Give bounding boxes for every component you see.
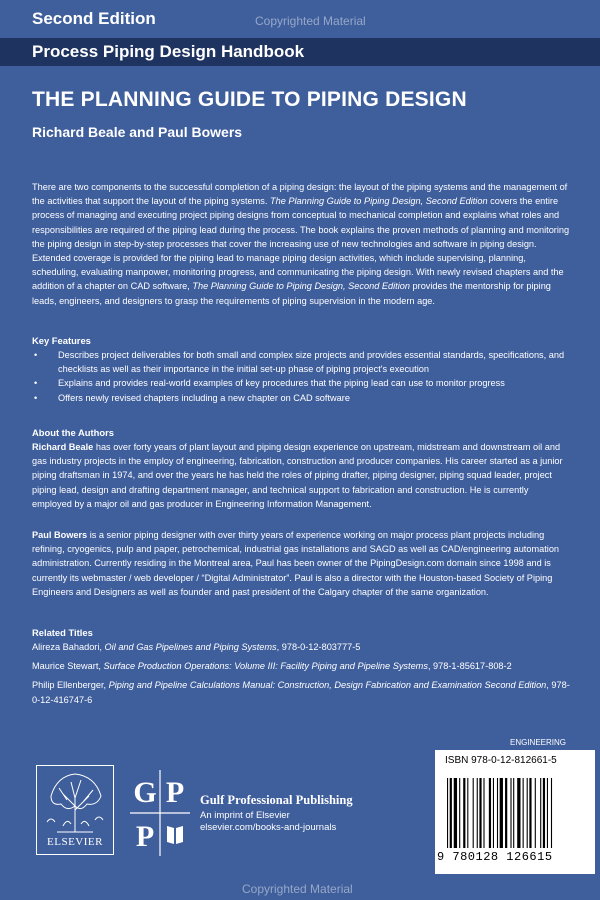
bullet-icon: • xyxy=(34,378,38,389)
gpp-letter-p2: P xyxy=(135,820,155,853)
series-title: Process Piping Design Handbook xyxy=(32,42,305,61)
about-authors xyxy=(32,426,570,599)
list-item xyxy=(32,376,570,390)
watermark-bottom: Copyrighted Material xyxy=(242,882,353,896)
gpp-letter-g: G xyxy=(133,776,157,809)
gpp-logo xyxy=(130,770,190,856)
feature-text: Describes project deliverables for both small and complex size projects and provides essential standards, specifications, and checklists as well as their importance in the initial set-up phase of piping project's execution xyxy=(58,350,565,375)
edition-label: Second Edition xyxy=(32,9,156,28)
key-features xyxy=(32,334,570,405)
related-title: Oil and Gas Pipelines and Piping Systems xyxy=(104,642,277,652)
author2-bio-text: is a senior piping designer with over thirty years of experience working on major process plant projects including refining, cryogenics, pulp and paper, petrochemical, industrial gas installations and SAGD as well as CAD/engineering automation administration. Currently residing in the Montreal area, Paul has been owner of the PipingDesign.com domain since 1998 and is currently its webmaster / web developer / “Digital Administrator”. Paul is also a director with the Houston-based Society of Piping Engineers and Designers as well as founder and past president of the Calgary chapter of the same organization. xyxy=(32,530,560,597)
related-isbn: , 978-0-12-803777-5 xyxy=(276,642,361,652)
tree-icon xyxy=(37,766,113,836)
related-title: Piping and Pipeline Calculations Manual: Construction, Design Fabrication and Examination Second Edition xyxy=(108,680,547,691)
related-author: Maurice Stewart, xyxy=(32,661,104,672)
publisher-url: elsevier.com/books-and-journals xyxy=(200,821,337,833)
author2-bio xyxy=(32,528,570,599)
feature-text: Explains and provides real-world examples of key procedures that the piping lead can use to monitor progress xyxy=(58,378,505,389)
intro-title-ref-1: The Planning Guide to Piping Design, Second Edition xyxy=(269,196,488,207)
author1-name: Richard Beale xyxy=(32,442,94,452)
barcode-bars-icon xyxy=(443,778,587,850)
list-item xyxy=(32,678,570,706)
intro-title-ref-2: The Planning Guide to Piping Design, Second Edition xyxy=(192,281,410,292)
related-author: Philip Ellenberger, xyxy=(32,680,109,691)
barcode-digits: 9 780128 126615 xyxy=(437,850,553,864)
publisher-info xyxy=(200,810,336,833)
elsevier-wordmark: ELSEVIER xyxy=(47,836,103,848)
author1-bio-text: has over forty years of plant layout and piping design experience on upstream, midstream and downstream oil and gas industry projects in the employ of engineering, fabrication, construction and producer companies. His career started as a junior piping draftsman in 1974, and over the years he has held the roles of piping drafter, piping designer, piping squad leader, project piping lead, design and drafting department manager, and technical support to fabrication and construction. He is currently employed by a major oil and gas producer in Engineering Information Management. xyxy=(32,442,563,509)
key-features-list xyxy=(32,348,570,405)
author1-bio xyxy=(32,440,570,511)
intro-text-2: covers the entire process of managing and executing project piping designs from conceptual to mechanical completion and explains what roles and responsibilities are required of the piping lead during the process. The book explains the proven methods of planning and monitoring the piping design in step-by-step processes that cover the increasing use of new technologies and software in piping design. Extended coverage is provided for the piping lead to manage piping design activities, which include supervising, planning, scheduling, evaluating manpower, monitoring progress, and communicating the piping design. With newly revised chapters and the addition of a chapter on CAD software, xyxy=(32,196,570,292)
publisher-imprint: An imprint of Elsevier xyxy=(200,810,290,821)
related-title: Surface Production Operations: Volume III: Facility Piping and Pipeline Systems xyxy=(103,661,428,672)
author2-name: Paul Bowers xyxy=(32,530,88,541)
list-item xyxy=(32,391,570,405)
bullet-icon: • xyxy=(34,350,38,360)
watermark-top: Copyrighted Material xyxy=(255,14,366,28)
gpp-letter-p: P xyxy=(165,776,185,809)
related-isbn: , 978-0-12-416747-6 xyxy=(32,680,570,705)
related-author: Alireza Bahadori, xyxy=(32,642,105,652)
gpp-grid-icon xyxy=(130,770,190,856)
isbn-label: ISBN 978-0-12-812661-5 xyxy=(445,755,557,766)
list-item xyxy=(32,348,570,376)
barcode xyxy=(435,750,595,874)
related-heading: Related Titles xyxy=(32,627,93,638)
bullet-icon: • xyxy=(34,392,38,403)
publisher-name: Gulf Professional Publishing xyxy=(200,793,353,807)
intro-text-1: There are two components to the successful completion of a piping design: the layout of the piping systems and the management of the activities that support the layout of the piping systems. xyxy=(32,182,568,207)
book-icon xyxy=(167,826,183,844)
book-title: THE PLANNING GUIDE TO PIPING DESIGN xyxy=(32,88,467,111)
genre-label: ENGINEERING xyxy=(510,738,567,747)
key-features-heading: Key Features xyxy=(32,335,91,346)
related-isbn: , 978-1-85617-808-2 xyxy=(427,661,512,672)
feature-text: Offers newly revised chapters including a new chapter on CAD software xyxy=(58,392,350,403)
list-item xyxy=(32,659,570,673)
about-heading: About the Authors xyxy=(32,427,114,438)
related-titles xyxy=(32,626,570,712)
intro-paragraph xyxy=(32,180,570,308)
list-item xyxy=(32,640,570,654)
intro-text-3: provides the mentorship for piping leads, engineers, and designers to grasp the requirements of piping supervision in the modern age. xyxy=(32,281,551,306)
book-authors: Richard Beale and Paul Bowers xyxy=(32,124,243,140)
